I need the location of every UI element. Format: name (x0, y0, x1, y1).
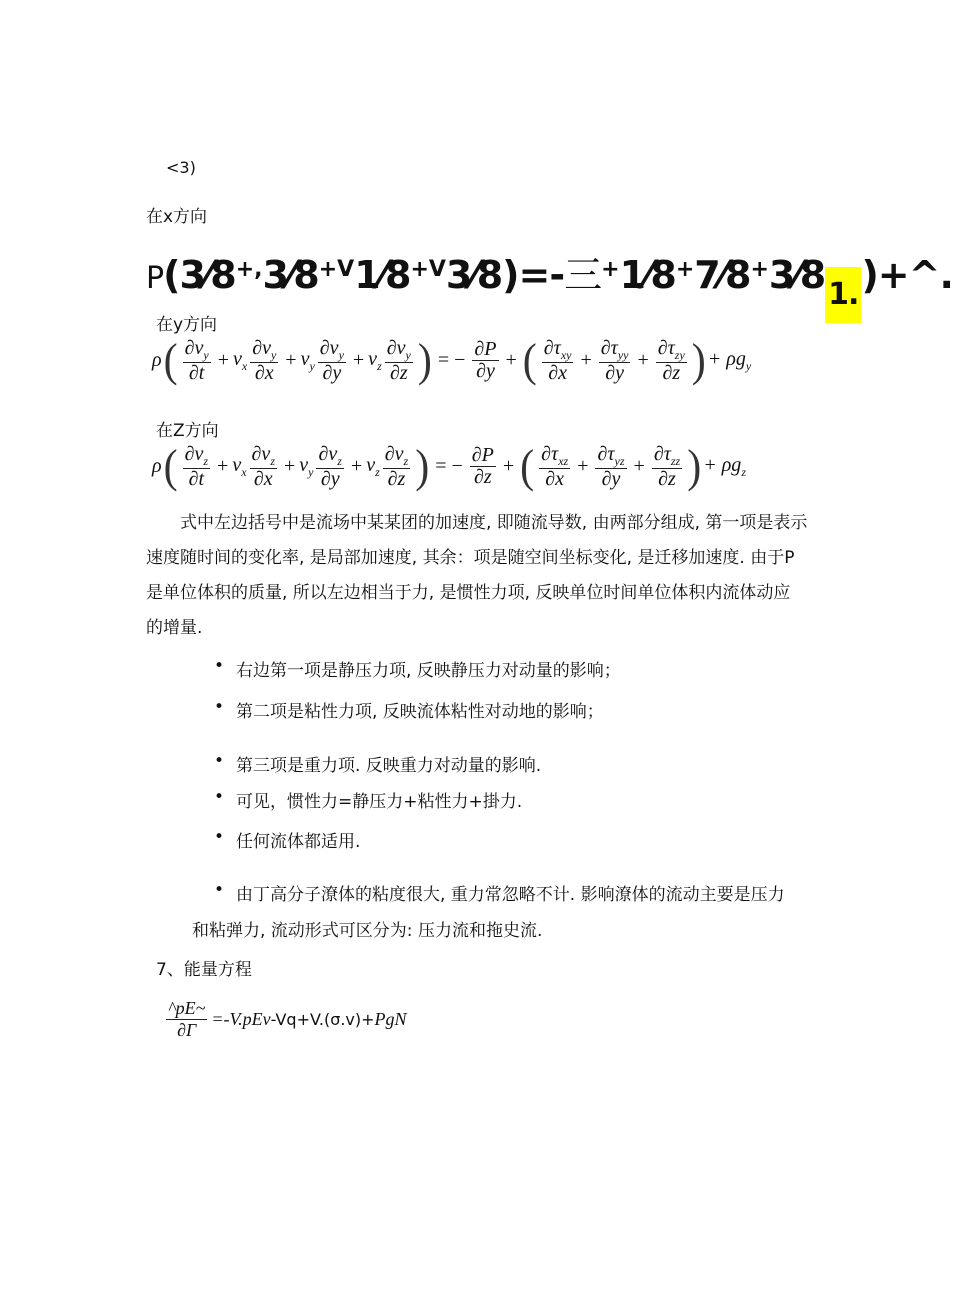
eq-x-term6: 7⁄8 (694, 253, 751, 297)
numerator-subscript: zy (674, 348, 685, 362)
plus-sign: + (350, 455, 363, 478)
denominator: ∂y (320, 467, 340, 490)
close-paren: ) (415, 441, 430, 493)
coefficient: $v_y$ (300, 347, 315, 373)
numerator-subscript: z (203, 454, 209, 468)
y-direction-equation (152, 335, 752, 387)
denominator: ∂x (254, 361, 274, 384)
fraction (385, 338, 413, 384)
eq-x-plus-v1: +V (318, 257, 355, 282)
numerator-subscript: y (405, 348, 411, 362)
fraction (183, 338, 211, 384)
eq-x-term2: 3⁄8 (262, 253, 319, 297)
plus-sign: + (633, 455, 645, 478)
fraction (250, 444, 277, 490)
explanation-paragraph (146, 506, 807, 646)
eq-x-term4: 3⁄8 (445, 253, 503, 297)
fraction (250, 338, 278, 384)
bullet-dot-icon: • (214, 827, 225, 847)
eq-x-p: P (146, 261, 164, 296)
numerator: ∂v (251, 443, 271, 465)
plus-sign: + (283, 455, 296, 478)
numerator-subscript: y (270, 348, 277, 362)
eq-x-term1: 3⁄8 (179, 253, 236, 297)
numerator-subscript: y (203, 348, 209, 362)
open-paren: ( (522, 335, 537, 387)
numerator-subscript: y (338, 348, 344, 362)
denominator: ∂z (658, 467, 676, 490)
paragraph-line: 是单位体积的质量, 所以左边相当于力, 是惯性力项, 反映单位时间单位体积内流体动应 (146, 583, 791, 603)
denominator: ∂z (389, 361, 408, 384)
rho-symbol: ρ (152, 455, 162, 478)
close-paren: ) (691, 335, 706, 387)
numerator-subscript: z (337, 454, 342, 468)
bullet-text: 第二项是粘性力项, 反映流体粘性对动地的影响； (236, 702, 604, 722)
eq-x-term7: 3⁄8 (768, 253, 826, 297)
numerator-subscript: yz (614, 454, 625, 468)
z-direction-label: 在Z方向 (156, 421, 219, 441)
coefficient: $v_z$ (366, 453, 380, 479)
close-paren: ) (687, 441, 702, 493)
numerator: ∂P (474, 338, 497, 361)
bullet-text: 可见，惯性力=静压力+粘性力+掛力. (236, 792, 523, 812)
numerator-subscript: z (270, 454, 275, 468)
bullet-text: 由丁高分子潦体的粘度很大, 重力常忽略不计. 影响潦体的流动主要是压力 (236, 885, 785, 905)
numerator: ∂τ (657, 337, 675, 359)
denominator: ∂z (473, 466, 492, 489)
coefficient: $v_x$ (232, 453, 247, 479)
eq-x-highlight: 1. (825, 267, 861, 323)
numerator: ^pE~ (168, 998, 206, 1018)
denominator: ∂x (253, 467, 273, 490)
numerator-subscript: xz (558, 454, 569, 468)
plus-sign: + (505, 349, 517, 372)
plus-sign: + (502, 455, 515, 478)
eq-x-plus-v2: +V (410, 257, 446, 282)
fraction (656, 338, 687, 384)
numerator: ∂v (384, 443, 404, 465)
eq-x-close-eq: )=- (502, 253, 565, 297)
fraction (652, 444, 682, 490)
bullet-dot-icon: • (214, 880, 225, 900)
fraction (318, 338, 346, 384)
open-paren: ( (163, 335, 178, 387)
coefficient: $v_z$ (368, 347, 382, 373)
numerator: ∂τ (600, 337, 618, 359)
bullet-text: 任何流体都适用. (236, 832, 361, 852)
eq-x-plus1: + (601, 257, 620, 282)
numerator: ∂v (386, 337, 406, 359)
denominator: ∂z (387, 467, 406, 490)
denominator: ∂x (545, 467, 565, 490)
coefficient: $v_y$ (299, 453, 314, 479)
bullet-text: 右边第一项是静压力项, 反映静压力对动量的影响； (236, 661, 621, 681)
eq-x-tail: )+^. (861, 253, 953, 297)
plus-sign: + (577, 455, 589, 478)
y-direction-label: 在y方向 (156, 315, 218, 335)
numerator: ∂v (184, 337, 204, 359)
close-paren: ) (417, 335, 432, 387)
eq-x-plus2: + (675, 257, 695, 282)
paragraph-line: 速度随时间的变化率, 是局部加速度, 其余：项是随空间坐标变化, 是迁移加速度. 由于P (146, 548, 795, 568)
denominator: ∂y (476, 360, 495, 383)
numerator: ∂v (184, 443, 204, 465)
pressure-fraction (472, 339, 498, 382)
numerator-subscript: zz (670, 454, 681, 468)
numerator-subscript: xy (560, 348, 572, 362)
pressure-fraction (470, 445, 496, 488)
energy-rhs-part-b: -Vq+V.(σ.v)+ (270, 1009, 375, 1029)
denominator: ∂y (605, 361, 624, 384)
numerator: ∂v (319, 337, 339, 359)
eq-x-plus-comma: +, (235, 257, 263, 282)
denominator: ∂t (188, 467, 205, 490)
section-marker: <3) (166, 158, 196, 177)
paragraph-line: 式中左边括号中是流场中某某团的加速度, 即随流导数, 由两部分组成, 第一项是表示 (180, 513, 808, 533)
numerator: ∂τ (653, 443, 671, 465)
numerator: ∂v (318, 443, 338, 465)
numerator: ∂τ (597, 443, 615, 465)
bullet-dot-icon: • (214, 787, 225, 807)
fraction (383, 444, 410, 490)
plus-sign: + (217, 349, 229, 372)
plus-sign: + (637, 349, 649, 372)
fraction (316, 444, 343, 490)
energy-fraction (166, 998, 207, 1040)
bullet-continuation: 和粘弹力, 流动形式可区分为: 压力流和拖史流. (192, 921, 543, 941)
eq-x-plus3: + (750, 257, 769, 282)
fraction (542, 338, 574, 384)
z-direction-equation (152, 441, 746, 493)
energy-rhs-part-c: PgN (374, 1008, 407, 1029)
plus-sign: + (352, 349, 365, 372)
bullet-dot-icon: • (214, 697, 225, 717)
equals-minus: = − (435, 455, 463, 478)
gravity-term: + $\rho g_z$ (703, 453, 746, 479)
bullet-dot-icon: • (214, 656, 225, 676)
bullet-dot-icon: • (214, 751, 225, 771)
denominator: ∂t (188, 361, 205, 384)
plus-sign: + (285, 349, 297, 372)
fraction (595, 444, 626, 490)
open-paren: ( (520, 441, 535, 493)
eq-x-term3: 1⁄8 (354, 253, 411, 297)
numerator: ∂P (471, 444, 494, 467)
denominator: ∂y (322, 361, 342, 384)
plus-sign: + (580, 349, 592, 372)
x-direction-equation (146, 244, 953, 323)
plus-sign: + (217, 455, 229, 478)
numerator: ∂v (252, 337, 271, 359)
fraction (539, 444, 570, 490)
energy-equation (166, 998, 407, 1040)
x-direction-label: 在x方向 (146, 207, 208, 227)
numerator: ∂τ (543, 337, 561, 359)
numerator: ∂τ (541, 443, 559, 465)
rho-symbol: ρ (152, 349, 162, 372)
numerator-subscript: z (403, 454, 409, 468)
equals-minus: = − (437, 349, 466, 372)
denominator: ∂y (601, 467, 621, 490)
open-paren: ( (163, 441, 178, 493)
fraction (599, 338, 631, 384)
numerator-subscript: yy (617, 348, 629, 362)
eq-x-term5: 1⁄8 (619, 253, 676, 297)
eq-x-san: 三 (564, 253, 602, 297)
fraction (183, 444, 210, 490)
paragraph-line: 的增量. (146, 618, 203, 638)
section-7-title: 7、能量方程 (156, 960, 252, 980)
gravity-term: + $\rho g_y$ (707, 347, 752, 373)
eq-x-open: ( (163, 253, 180, 297)
denominator: ∂z (662, 361, 681, 384)
denominator: ∂Γ (177, 1019, 197, 1040)
coefficient: $v_x$ (232, 347, 248, 373)
energy-rhs-part-a: =-V.pEv (211, 1008, 271, 1029)
denominator: ∂x (548, 361, 568, 384)
bullet-text: 第三项是重力项. 反映重力对动量的影响. (236, 756, 542, 776)
